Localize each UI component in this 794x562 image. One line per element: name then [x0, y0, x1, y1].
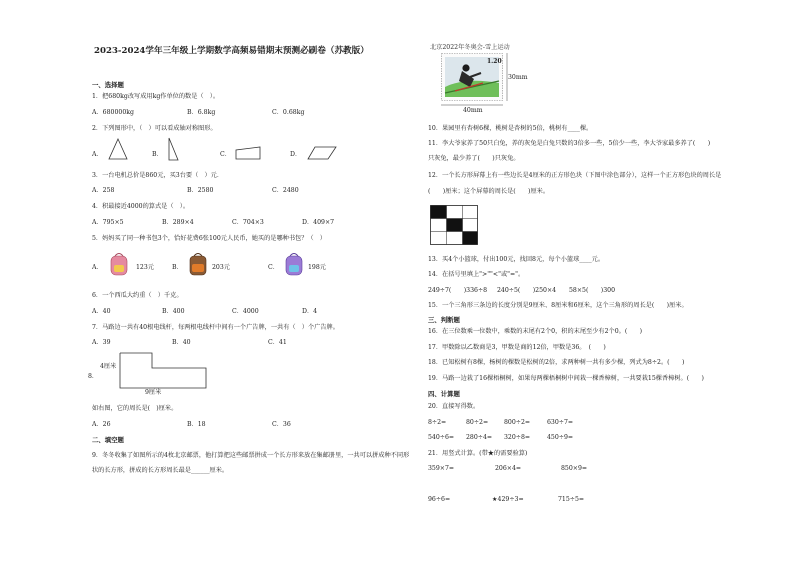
question-12-line1: 12．一个长方形屏幕上有一些边长是4厘米的正方形色块（下图中涂色部分），这样一个正方形色块的周长是 — [428, 172, 722, 179]
q8-option-a: A．26 — [92, 421, 111, 428]
question-2: 2．下列图形中，（ ）可以看成轴对称图形。 — [92, 125, 217, 132]
question-6: 6．一个西瓜大约重（ ）千克。 — [92, 292, 183, 299]
q8-label-4cm: 4厘米 — [100, 363, 117, 370]
question-20: 20．直接写得数。 — [428, 403, 480, 410]
q2-option-b: B． — [152, 151, 163, 158]
q8-option-b: B．18 — [187, 421, 206, 428]
trapezoid-shape-icon — [235, 146, 261, 160]
page-title: 2023-2024学年三年级上学期数学高频易错期末预测必刷卷（苏教版） — [94, 46, 369, 56]
question-8-number: 8． — [88, 373, 99, 380]
stamp-width-label: 40mm — [463, 107, 483, 114]
q14-item-2: 240÷5( )250×4 — [497, 287, 557, 294]
q2-option-d: D． — [290, 151, 302, 158]
question-21: 21．用竖式计算。(带★的需要验算) — [428, 450, 528, 457]
question-13: 13．买4个小篮球，付出100元，找回8元，每个小篮球____元。 — [428, 256, 605, 263]
q5-price-b: 203元 — [212, 264, 230, 271]
q5-price-a: 123元 — [136, 264, 154, 271]
q20-cell-2-1: 540÷6= — [428, 434, 455, 441]
q5-option-b: B． — [172, 264, 183, 271]
q14-item-1: 249÷7( )336÷8 — [428, 287, 488, 294]
q20-cell-2-3: 320÷8= — [504, 434, 531, 441]
q6-option-d: D．4 — [302, 308, 318, 315]
question-11-line1: 11．李大爷家养了50只白兔，养的灰兔是白兔只数的3倍多一些，5倍少一些，李大爷家最多养了( ) — [428, 140, 711, 147]
q7-option-b: B．40 — [172, 339, 191, 346]
backpack-pink-icon — [108, 252, 130, 276]
backpack-purple-icon — [283, 251, 305, 276]
stamp-value: 1.20 — [487, 58, 502, 65]
q8-question-text: 如右图，它的周长是( )厘米。 — [92, 405, 178, 412]
question-9: 9．冬冬收集了如图所示的4枚北京邮票，他打算把这些邮票拼成一个长方形来放在集邮册里，一共可以拼成种不同形状的长方形，拼成的长方形周长最是______厘米。 — [92, 452, 410, 474]
q8-option-c: C．36 — [272, 421, 291, 428]
q4-option-a: A．795×5 — [92, 219, 124, 226]
q5-option-a: A． — [92, 264, 103, 271]
q20-cell-1-2: 80÷2= — [466, 419, 489, 426]
q20-cell-1-3: 800÷2= — [504, 419, 531, 426]
q20-cell-1-4: 630÷7= — [547, 419, 574, 426]
q8-label-9cm: 9厘米 — [145, 389, 162, 396]
q2-option-c: C． — [220, 151, 231, 158]
q20-cell-2-4: 450÷9= — [547, 434, 574, 441]
right-triangle-shape-icon — [166, 137, 180, 161]
question-7: 7．马路边一共有40根电线杆，每两根电线杆中间有一个广告牌，一共有（ ）个广告牌。 — [92, 324, 339, 331]
q21-item-2: 206×4= — [495, 465, 522, 472]
parallelogram-shape-icon — [307, 146, 337, 160]
question-10: 10．果园里有杏树6棵，桃树是杏树的5倍，桃树有____棵。 — [428, 125, 593, 132]
q2-option-a: A． — [92, 151, 103, 158]
q1-option-c: C．0.68kg — [272, 109, 305, 116]
triangle-shape-icon — [108, 138, 128, 160]
section-calc: 四、计算题 — [428, 390, 460, 398]
q12-screen-figure — [430, 205, 478, 245]
question-17: 17．甲数除以乙数商是3，甲数是商的12倍，甲数是36。 ( ) — [428, 344, 606, 351]
q4-option-c: C．704×3 — [232, 219, 264, 226]
q1-option-b: B．6.8kg — [187, 109, 216, 116]
question-15: 15．一个三角形三条边的长度分别是9厘米、8厘米和6厘米，这个三角形的周长是( )厘米。 — [428, 302, 688, 309]
q1-option-a: A．680000kg — [92, 109, 134, 116]
question-18: 18．已知松树有8棵，杨树的棵数是松树的2倍，求两种树一共有多少棵，列式为8÷2。( ) — [428, 359, 685, 366]
q5-price-c: 198元 — [308, 264, 326, 271]
q7-option-a: A．39 — [92, 339, 111, 346]
q3-option-a: A．258 — [92, 187, 115, 194]
q21-item-1: 359×7= — [428, 465, 455, 472]
question-12-line2: ( )厘米；这个屏幕的周长是( )厘米。 — [428, 188, 550, 195]
q3-option-b: B．2580 — [187, 187, 214, 194]
stamp-caption: 北京2022年冬奥会-雪上运动 — [430, 44, 510, 51]
question-1: 1．把680kg改写成用kg作单位的数是（ ）。 — [92, 93, 220, 100]
question-14: 14．在括号里填上">""<"或"="。 — [428, 271, 525, 278]
question-19: 19．马路一边栽了16棵梧桐树，如果每两棵梧桐树中间栽一棵香樟树，一共要栽15棵香樟树。( ) — [428, 375, 704, 382]
question-11-line2: 只灰兔，最少养了( )只灰兔。 — [428, 155, 520, 162]
section-choice: 一、选择题 — [92, 81, 124, 89]
q4-option-d: D．409×7 — [302, 219, 335, 226]
q20-cell-1-1: 8÷2= — [428, 419, 447, 426]
q21-item-3: 850×9= — [561, 465, 588, 472]
q21-item-4: 96÷6= — [428, 496, 451, 503]
q8-composite-figure — [98, 352, 208, 392]
section-judge: 三、判断题 — [428, 316, 460, 324]
question-4: 4．积最接近4000的算式是（ ）。 — [92, 203, 190, 210]
q21-item-5: ★429÷3= — [492, 496, 524, 503]
section-fill-blank: 二、填空题 — [92, 436, 124, 444]
q6-option-c: C．4000 — [232, 308, 259, 315]
stamp-height-label: 30mm — [508, 74, 528, 81]
question-3: 3．一台电机总价是860元，买3台要（ ）元． — [92, 172, 224, 179]
q20-cell-2-2: 280÷4= — [466, 434, 493, 441]
q14-item-3: 58×5( )300 — [569, 287, 616, 294]
q7-option-c: C．41 — [268, 339, 287, 346]
q4-option-b: B．289×4 — [162, 219, 194, 226]
q21-item-6: 715÷5= — [558, 496, 585, 503]
q6-option-a: A．40 — [92, 308, 111, 315]
q6-option-b: B．400 — [162, 308, 185, 315]
q5-option-c: C． — [268, 264, 279, 271]
question-16: 16．在三位数乘一位数中，乘数的末尾有2个0，积的末尾至少有2个0。( ) — [428, 328, 643, 335]
q3-option-c: C．2480 — [272, 187, 299, 194]
backpack-brown-icon — [187, 252, 209, 276]
question-5: 5．妈妈买了同一种书包3个，恰好花费6张100元人民币，她买的是哪种书包？（ ） — [92, 235, 326, 242]
